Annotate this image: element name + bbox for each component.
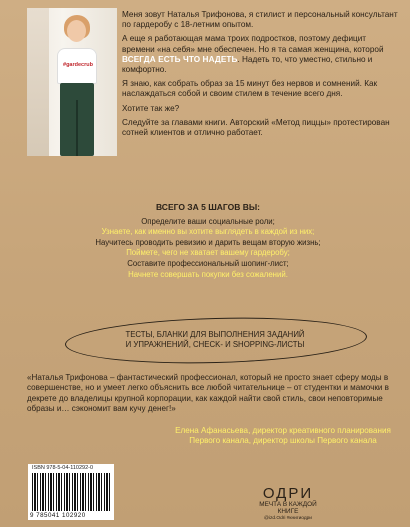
author-face bbox=[67, 20, 86, 42]
pants-crease bbox=[76, 100, 78, 156]
intro-p2-end: . Надеть то, что уместно, стильно и комфортно. bbox=[122, 54, 373, 75]
step-item-2: Узнаете, как именно вы хотите выглядеть в каждой из них; bbox=[101, 227, 315, 237]
extras-line-1: ТЕСТЫ, БЛАНКИ ДЛЯ ВЫПОЛНЕНИЯ ЗАДАНИЙ bbox=[125, 330, 305, 339]
step-item-6: Начнете совершать покупки без сожалений. bbox=[128, 269, 288, 279]
barcode-number: 9 785041 102920 bbox=[30, 512, 86, 519]
isbn-barcode bbox=[28, 464, 114, 520]
step-item-4: Поймете, чего не хватает вашему гардеробу; bbox=[126, 248, 290, 258]
intro-paragraph-5: Следуйте за главами книги. Авторский «Метод пиццы» протестирован сотней клиентов и отлично работает. bbox=[122, 117, 390, 138]
barcode-bars bbox=[32, 473, 110, 511]
extras-line-2: И УПРАЖНЕНИЙ, CHECK- И SHOPPING-ЛИСТЫ bbox=[125, 340, 305, 349]
step-item-1: Определите ваши социальные роли; bbox=[141, 216, 275, 226]
author-photo bbox=[27, 8, 117, 156]
testimonial-quote: «Наталья Трифонова – фантастический профессионал, который не просто знает сферу моды в совершенстве, но и умеет легко объяснить все любой читательнице – от студентки и мамочки в декрете до владелицы крупной корпорации, как каждой найти свой стиль, свои неповторимые образы и… сэкономит вам кучу денег!» bbox=[27, 373, 389, 413]
author-role-2: Первого канала, директор школы Первого канала bbox=[189, 436, 377, 446]
steps-list bbox=[48, 202, 368, 280]
author-name: Елена Афанасьева bbox=[175, 426, 249, 435]
photo-background-shelf bbox=[27, 8, 49, 156]
intro-p2-start: А еще я работающая мама троих подростков, поэтому дефицит времени «на себя» мне обеспечен. Но я та самая женщина, которой bbox=[122, 34, 384, 54]
intro-paragraph-4: Хотите так же? bbox=[122, 103, 180, 113]
intro-paragraph-3: Я знаю, как собрать образ за 15 минут без нервов и сомнений. Как наслаждаться собой и своим стилем в течение всего дня. bbox=[122, 79, 378, 99]
step-item-5: Составите профессиональный шопинг-лист; bbox=[127, 258, 289, 268]
testimonial-author bbox=[168, 426, 398, 447]
publisher-logo bbox=[248, 486, 328, 522]
intro-highlight: ВСЕГДА ЕСТЬ ЧТО НАДЕТЬ bbox=[122, 54, 238, 64]
isbn-text: ISBN 978-5-04-110292-0 bbox=[32, 465, 94, 471]
author-role-1: , директор креативного планирования bbox=[248, 426, 391, 435]
step-item-3: Научитесь проводить ревизию и дарить вещам вторую жизнь; bbox=[95, 237, 321, 247]
publisher-motto-2: КНИГЕ bbox=[277, 508, 299, 516]
intro-paragraph-1: Меня зовут Наталья Трифонова, я стилист и персональный консультант по гардеробу с 18-летним опытом. bbox=[122, 10, 398, 30]
steps-heading: ВСЕГО ЗА 5 ШАГОВ ВЫ: bbox=[155, 202, 260, 212]
extras-callout bbox=[70, 330, 360, 350]
publisher-social: @izd.Odri #книгиодри bbox=[264, 516, 312, 522]
shirt-print: #gardecrub bbox=[63, 62, 93, 68]
publisher-brand: ОДРИ bbox=[262, 485, 314, 502]
intro-text bbox=[122, 10, 398, 142]
publisher-motto-1: МЕЧТА В КАЖДОЙ bbox=[259, 501, 317, 508]
intro-paragraph-2 bbox=[122, 34, 398, 75]
